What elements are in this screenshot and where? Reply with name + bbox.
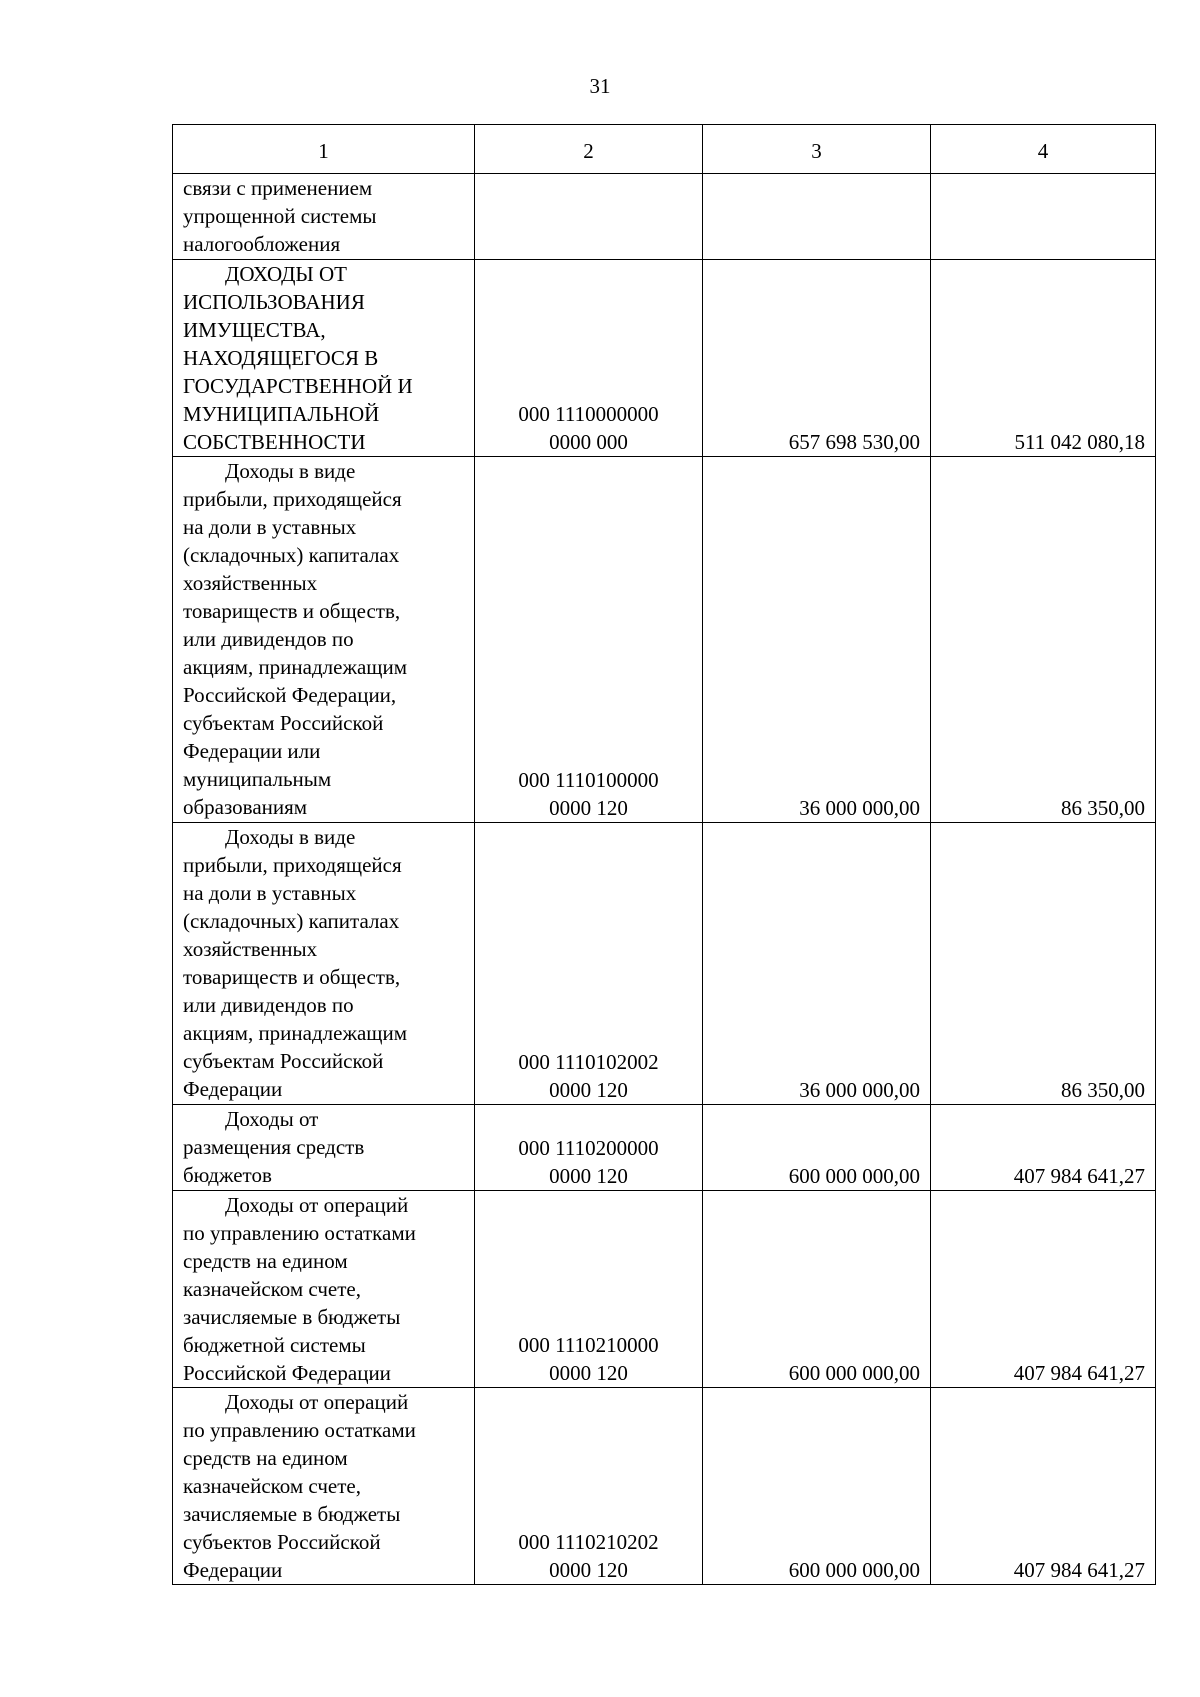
row-value-4: 86 350,00	[931, 457, 1156, 823]
row-name: Доходы в виде прибыли, приходящейся на доли в уставных (складочных) капиталах хозяйственных товариществ и обществ, или дивидендов по акциям, принадлежащим Российской Федерации, субъектам Российской Федерации или муниципальным образованиям	[173, 457, 475, 823]
table-row	[173, 1191, 1156, 1388]
row-value-4: 407 984 641,27	[931, 1105, 1156, 1191]
page-number: 31	[589, 74, 611, 98]
row-code: 000 1110210202 0000 120	[475, 1388, 703, 1585]
row-value-3: 36 000 000,00	[703, 823, 931, 1105]
header-col-4: 4	[931, 125, 1156, 174]
row-code: 000 1110200000 0000 120	[475, 1105, 703, 1191]
row-name: Доходы от размещения средств бюджетов	[173, 1105, 475, 1191]
table-header-row	[173, 125, 1156, 174]
row-value-3: 600 000 000,00	[703, 1191, 931, 1388]
row-value-4: 407 984 641,27	[931, 1191, 1156, 1388]
row-value-4: 511 042 080,18	[931, 260, 1156, 457]
table-row	[173, 260, 1156, 457]
row-value-3: 657 698 530,00	[703, 260, 931, 457]
row-code: 000 1110102002 0000 120	[475, 823, 703, 1105]
table-row	[173, 823, 1156, 1105]
row-name: связи с применением упрощенной системы налогообложения	[173, 174, 475, 260]
row-name: Доходы в виде прибыли, приходящейся на доли в уставных (складочных) капиталах хозяйственных товариществ и обществ, или дивидендов по акциям, принадлежащим субъектам Российской Федерации	[173, 823, 475, 1105]
row-value-3: 600 000 000,00	[703, 1388, 931, 1585]
table-row	[173, 174, 1156, 260]
header-col-3: 3	[703, 125, 931, 174]
row-code: 000 1110210000 0000 120	[475, 1191, 703, 1388]
table-row	[173, 1388, 1156, 1585]
row-name: Доходы от операций по управлению остатками средств на едином казначейском счете, зачисляемые в бюджеты бюджетной системы Российской Федерации	[173, 1191, 475, 1388]
revenue-table	[172, 124, 1156, 1585]
row-code: 000 1110100000 0000 120	[475, 457, 703, 823]
header-col-2: 2	[475, 125, 703, 174]
row-value-3: 600 000 000,00	[703, 1105, 931, 1191]
row-name: ДОХОДЫ ОТ ИСПОЛЬЗОВАНИЯ ИМУЩЕСТВА, НАХОДЯЩЕГОСЯ В ГОСУДАРСТВЕННОЙ И МУНИЦИПАЛЬНОЙ СОБСТВЕННОСТИ	[173, 260, 475, 457]
table-row	[173, 1105, 1156, 1191]
row-name: Доходы от операций по управлению остатками средств на едином казначейском счете, зачисляемые в бюджеты субъектов Российской Федерации	[173, 1388, 475, 1585]
row-value-3: 36 000 000,00	[703, 457, 931, 823]
row-code: 000 1110000000 0000 000	[475, 260, 703, 457]
row-value-3	[703, 174, 931, 260]
row-value-4: 86 350,00	[931, 823, 1156, 1105]
header-col-1: 1	[173, 125, 475, 174]
table-row	[173, 457, 1156, 823]
row-code	[475, 174, 703, 260]
row-value-4	[931, 174, 1156, 260]
row-value-4: 407 984 641,27	[931, 1388, 1156, 1585]
